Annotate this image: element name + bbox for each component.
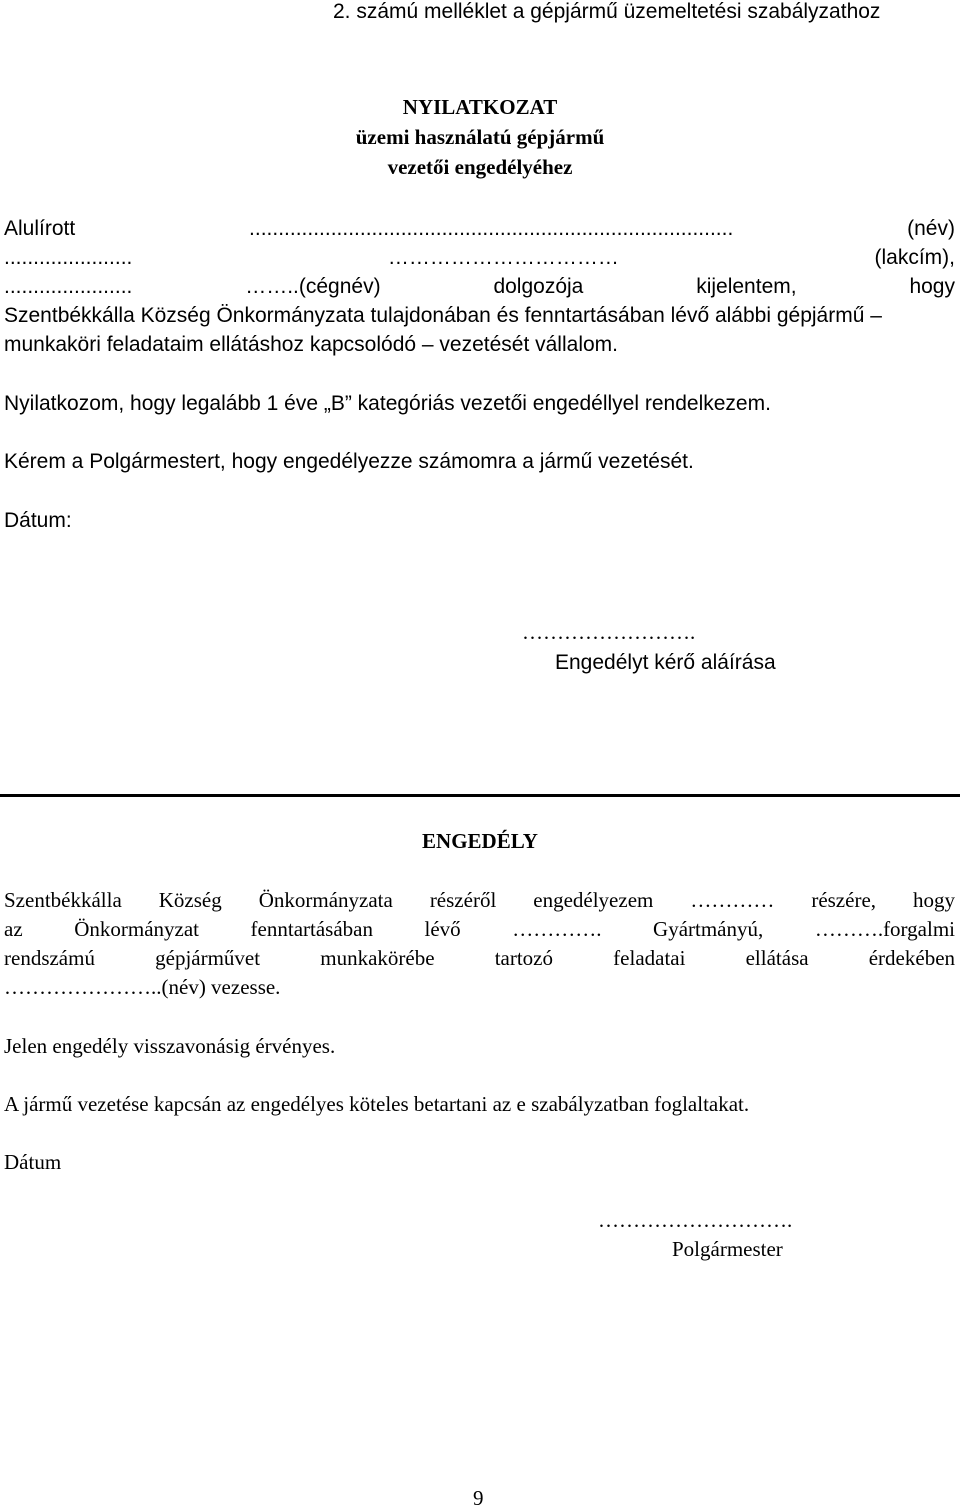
mayor-signature-label: Polgármester: [672, 1237, 783, 1261]
permit-date-label: Dátum: [4, 1150, 62, 1174]
permit-obligation: A jármű vezetése kapcsán az engedélyes köteles betartani az e szabályzatban foglaltakat.: [4, 1092, 750, 1116]
permit-line-2: az Önkormányzat fenntartásában lévő …………. Gyártmányú, ……….forgalmi: [4, 917, 955, 941]
applicant-signature-line: …………………….: [522, 620, 696, 644]
declaration-title: NYILATKOZAT: [402, 95, 558, 119]
section-divider: [0, 794, 960, 797]
permit-line-4: …………………..(név) vezesse.: [4, 975, 281, 999]
declaration-line-2: ...................... …………………………… (lakcím),: [4, 246, 955, 269]
declaration-line-3: ...................... ……..(cégnév) dolgozója kijelentem, hogy: [4, 275, 955, 298]
declaration-line-5: munkaköri feladataim ellátáshoz kapcsolódó – vezetését vállalom.: [4, 333, 618, 356]
applicant-signature-label: Engedélyt kérő aláírása: [555, 651, 776, 674]
permit-line-3: rendszámú gépjárművet munkakörébe tartozó feladatai ellátása érdekében: [4, 946, 956, 970]
annex-note: 2. számú melléklet a gépjármű üzemeltetési szabályzathoz: [333, 0, 881, 23]
permit-title: ENGEDÉLY: [422, 829, 538, 853]
permit-line-1: Szentbékkálla Község Önkormányzata részéről engedélyezem ………… részére, hogy: [4, 888, 955, 912]
declaration-line-1: Alulírott ................................................................................... (név): [4, 217, 955, 240]
declaration-subtitle-1: üzemi használatú gépjármű: [355, 125, 605, 149]
declaration-line-4: Szentbékkálla Község Önkormányzata tulajdonában és fenntartásában lévő alábbi gépjármű –: [4, 304, 882, 327]
permit-validity: Jelen engedély visszavonásig érvényes.: [4, 1034, 336, 1058]
page-number: 9: [473, 1486, 484, 1510]
mayor-signature-line: ……………………….: [598, 1208, 793, 1232]
request-statement: Kérem a Polgármestert, hogy engedélyezze számomra a jármű vezetését.: [4, 450, 694, 473]
declaration-subtitle-2: vezetői engedélyéhez: [387, 155, 573, 179]
declaration-date-label: Dátum:: [4, 509, 72, 532]
license-statement: Nyilatkozom, hogy legalább 1 éve „B” kategóriás vezetői engedéllyel rendelkezem.: [4, 392, 771, 415]
